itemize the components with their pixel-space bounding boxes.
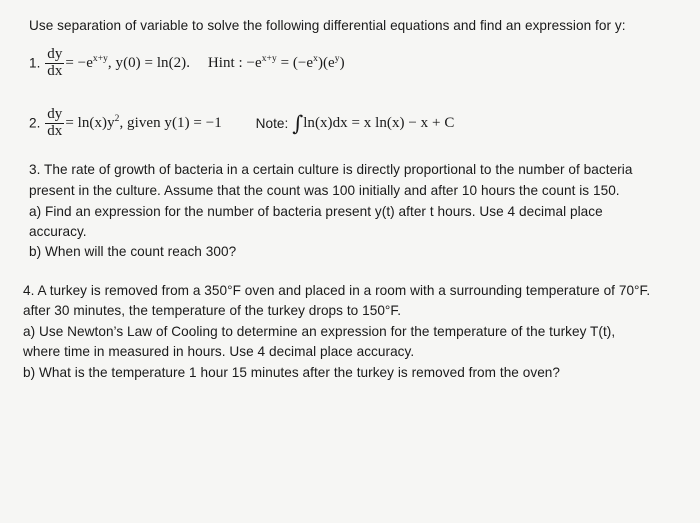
problem-1-derivative: [45, 47, 64, 80]
problem-2-dx: dx: [47, 122, 63, 139]
problem-3-line-1: 3. The rate of growth of bacteria in a certain culture is directly proportional to the number of bacteria: [29, 162, 633, 177]
problem-2-rhs: = ln(x)y: [65, 114, 115, 131]
problem-2-derivative: [45, 107, 64, 140]
problem-3-line-4: accuracy.: [29, 224, 87, 239]
problem-1-number: 1.: [29, 55, 41, 71]
problem-4-line-2: after 30 minutes, the temperature of the turkey drops to 150°F.: [23, 303, 402, 318]
problem-2: [29, 107, 454, 147]
problem-2-note: [292, 111, 455, 136]
problem-3-line-2: present in the culture. Assume that the count was 100 initially and after 10 hours the count is 150.: [29, 183, 620, 198]
problem-2-note-equation: ln(x)dx = x ln(x) − x + C: [303, 114, 455, 131]
problem-1-exponent: x+y: [92, 53, 108, 64]
problem-3-line-3: a) Find an expression for the number of bacteria present y(t) after t hours. Use 4 decimal place: [29, 204, 603, 219]
problem-2-dy: dy: [47, 106, 63, 122]
problem-4-line-4: where time in measured in hours. Use 4 decimal place accuracy.: [23, 344, 415, 359]
problem-1-hint: Hint : $-e^{x+y} = (-e^x)(e^y)$: [207, 53, 345, 71]
problem-4-line-5: b) What is the temperature 1 hour 15 minutes after the turkey is removed from the oven?: [23, 365, 561, 380]
problem-2-exponent: 2: [114, 113, 120, 124]
problem-4-line-3: a) Use Newton’s Law of Cooling to determine an expression for the temperature of the turkey T(t),: [23, 324, 616, 339]
problem-2-number: 2.: [29, 115, 41, 131]
problem-2-initial-condition: , given y(1) = −1: [119, 114, 222, 131]
problem-1-initial-condition: , y(0) = ln(2).: [107, 54, 191, 71]
problem-1-equation: [44, 46, 345, 79]
problem-1-dx: dx: [47, 62, 63, 79]
problem-2-equation: [40, 106, 225, 139]
problem-2-note-label: Note:: [255, 115, 289, 131]
instructions-text: Use separation of variable to solve the following differential equations and find an expression for y:: [29, 18, 626, 33]
problem-1-rhs: = −e: [65, 54, 93, 71]
problem-4-line-1: 4. A turkey is removed from a 350°F oven and placed in a room with a surrounding temperature of 70°F.: [23, 283, 651, 298]
problem-1: [29, 47, 345, 87]
problem-3-line-5: b) When will the count reach 300?: [29, 244, 237, 259]
integral-sign: ∫: [292, 111, 304, 136]
problem-1-dy: dy: [47, 46, 63, 62]
